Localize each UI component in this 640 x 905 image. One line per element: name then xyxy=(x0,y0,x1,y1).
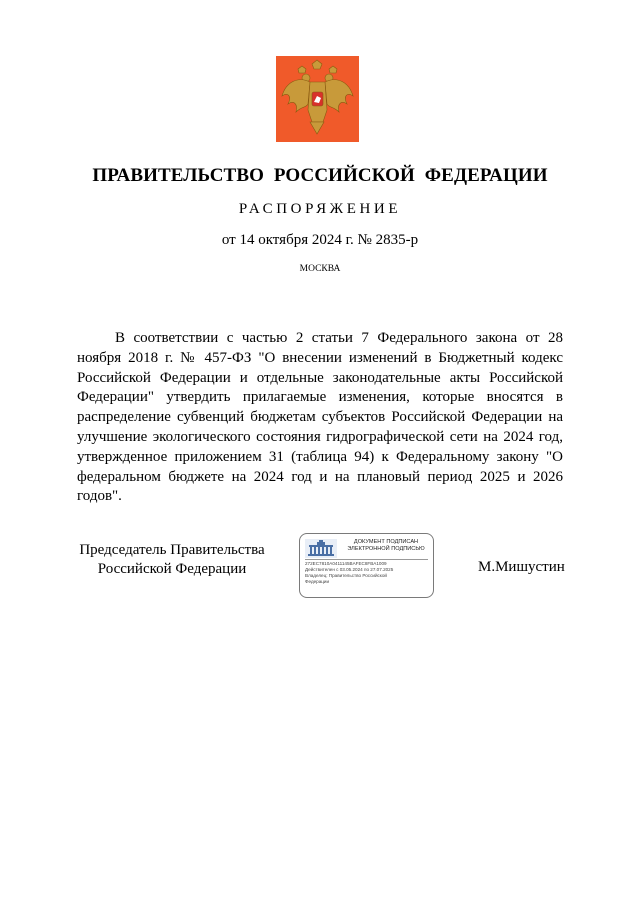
stamp-title-line: ДОКУМЕНТ ПОДПИСАН xyxy=(353,539,419,545)
document-date-number: от 14 октября 2024 г. № 2835-р xyxy=(221,232,419,248)
order-paragraph: В соответствии с частью 2 статьи 7 Федерального закона от 28 ноября 2018 г. № 457-ФЗ "О внесении изменений в Бюджетный кодекс Российской Федерации и отдельные законодательные акты Российской Федерации" утвердить прилагаемые изменения, которые вносятся в распределение субвенций бюджетам субъектов Российской Федерации на улучшение экологического состояния гидрографической сети на 2024 год, утвержденное приложением 31 (таблица 94) к Федеральному закону "О федеральном бюджете на 2024 год и на плановый период 2025 и 2026 годов". xyxy=(77,330,563,505)
stamp-details xyxy=(305,561,429,585)
stamp-owner-line: Владелец: Правительство Российской xyxy=(305,573,387,578)
signer-position-line: Российской Федерации xyxy=(97,561,247,577)
document-type: РАСПОРЯЖЕНИЕ xyxy=(238,201,402,217)
document-city: МОСКВА xyxy=(299,264,341,274)
stamp-title xyxy=(340,539,432,553)
signer-name: М.Мишустин xyxy=(478,559,565,575)
stamp-owner-line: Федерации xyxy=(305,579,330,584)
government-building-icon xyxy=(305,539,337,558)
organization-title: ПРАВИТЕЛЬСТВО РОССИЙСКОЙ ФЕДЕРАЦИИ xyxy=(92,165,548,186)
stamp-certificate: 272EC7810A0411145BAFEC8FBA1009 xyxy=(305,561,387,566)
stamp-title-line: ЭЛЕКТРОННОЙ ПОДПИСЬЮ xyxy=(347,546,425,552)
stamp-validity: Действителен с 03.05.2024 по 27.07.2025 xyxy=(305,567,394,572)
signer-position xyxy=(77,541,267,579)
electronic-signature-stamp xyxy=(299,533,434,598)
signer-position-line: Председатель Правительства xyxy=(79,542,265,558)
coat-of-arms-emblem xyxy=(276,56,359,142)
stamp-divider xyxy=(305,559,428,560)
russian-coat-of-arms-icon xyxy=(276,56,359,142)
